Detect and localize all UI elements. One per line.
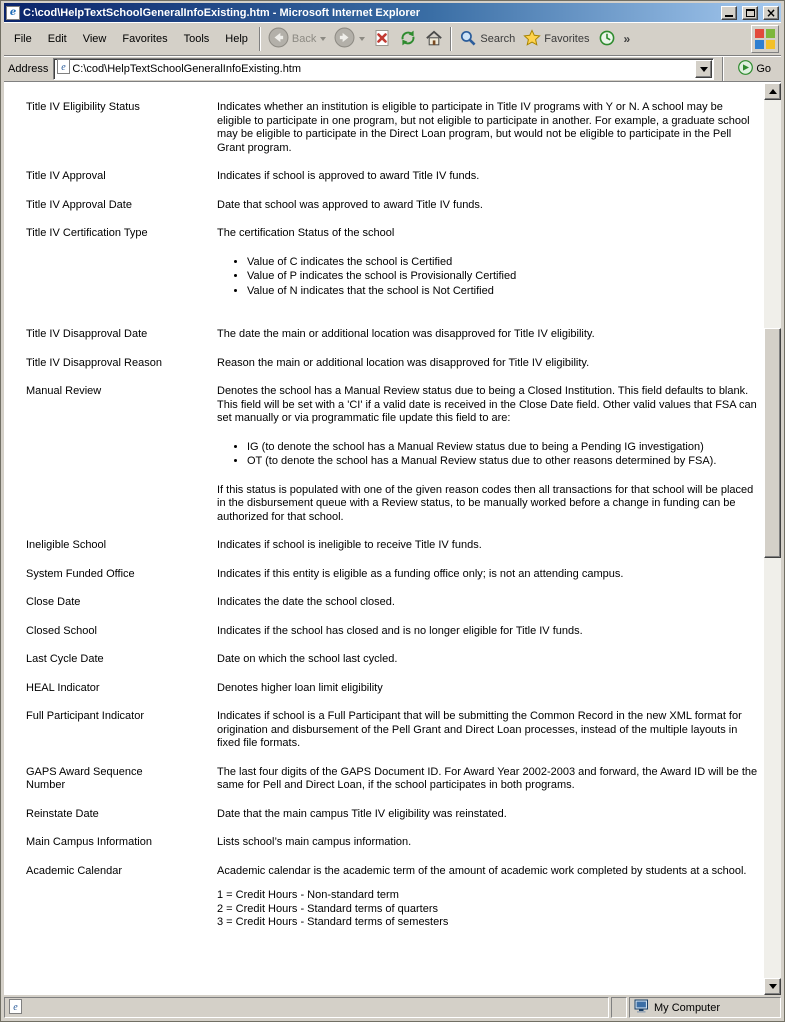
back-dropdown-chevron-icon[interactable] [320,37,326,41]
definition-entry [26,199,758,213]
definition-text [217,653,758,667]
home-button[interactable] [421,27,447,52]
address-label: Address [8,63,49,75]
windows-logo-green-pane [766,29,775,38]
definition-paragraph: Date that school was approved to award Title IV funds. [217,198,483,211]
term-label: Close Date [26,596,81,608]
definition-text [217,836,758,850]
term-label: Title IV Certification Type [26,227,148,239]
definition-text [217,710,758,751]
home-icon [425,29,443,50]
close-button[interactable] [763,6,779,20]
minimize-icon [725,15,733,17]
scroll-track[interactable] [764,100,781,978]
definition-text [217,357,758,371]
definition-code-line: 2 = Credit Hours - Standard terms of quarters [217,902,439,915]
maximize-button[interactable] [742,6,758,20]
back-button[interactable] [264,25,330,53]
menu-item-view[interactable]: View [82,33,107,45]
windows-logo-blue-pane [755,40,764,49]
definition-paragraph: Indicates if school is approved to award Title IV funds. [217,170,480,182]
term-label: System Funded Office [26,567,135,580]
forward-button[interactable] [330,25,369,53]
history-button[interactable] [594,27,620,52]
status-zone-label: My Computer [654,1001,721,1014]
menu-item-tools[interactable]: Tools [183,33,210,45]
term-label: Closed School [26,624,97,637]
definition-paragraph: The certification Status of the school [217,227,395,239]
definition-entry [26,653,758,667]
my-computer-icon [634,999,650,1017]
definition-entry [26,328,758,342]
definition-text [217,385,758,524]
arrow-up-icon [769,89,777,94]
favorites-button[interactable] [519,27,593,52]
search-label: Search [480,33,516,45]
menu-item-edit[interactable]: Edit [47,33,67,45]
forward-dropdown-chevron-icon[interactable] [359,37,365,41]
definition-text [217,227,758,313]
stop-icon [373,29,391,50]
address-combobox[interactable] [53,58,714,80]
definition-text [217,539,758,553]
favorites-label: Favorites [544,33,590,45]
term-label: Title IV Approval [26,170,106,182]
definition-code-lines [217,889,758,930]
search-icon [459,29,477,50]
definition-bullet-list [217,256,758,299]
svg-text:e: e [61,62,67,73]
term-label: Last Cycle Date [26,653,104,665]
address-dropdown-button[interactable] [695,60,712,78]
term-label: Manual Review [26,385,102,397]
stop-button[interactable] [369,27,395,52]
definition-code-line: 3 = Credit Hours - Standard terms of semesters [217,916,449,928]
definition-bullet-item: • OT (to denote the school has a Manual Review status due to other reasons determined by FSA). [247,455,758,469]
definition-bullet-item: • Value of C indicates the school is Certified [247,256,758,270]
definition-entry [26,539,758,553]
close-icon: × [765,5,777,20]
definition-text [217,328,758,342]
definition-paragraph: Date on which the school last cycled. [217,653,398,665]
scroll-thumb[interactable] [764,328,781,558]
status-page-icon [9,999,22,1017]
address-bar [4,56,781,82]
definition-entry [26,101,758,155]
menu-item-favorites[interactable]: Favorites [122,33,168,45]
window-titlebar[interactable] [4,3,781,22]
definition-entry [26,625,758,639]
svg-text:e: e [13,1001,18,1013]
definition-entry [26,385,758,524]
term-label: Reinstate Date [26,807,99,820]
definition-paragraph: Indicates if school is ineligible to receive Title IV funds. [217,539,482,551]
window-title: C:\cod\HelpTextSchoolGeneralInfoExisting.htm - Microsoft Internet Explorer [23,6,421,19]
definition-bullet-item: • Value of N indicates that the school is Not Certified [247,285,758,299]
term-label: Title IV Approval Date [26,198,132,211]
definition-text [217,568,758,582]
definition-paragraph: Academic calendar is the academic term of the amount of academic work completed by students at a school. [217,864,747,877]
search-button[interactable] [455,27,519,52]
definition-entry [26,808,758,822]
scroll-down-button[interactable] [764,978,781,995]
back-icon [268,27,289,51]
definition-paragraph: Indicates if the school has closed and is no longer eligible for Title IV funds. [217,624,583,637]
favorites-star-icon [523,29,541,50]
definition-entry [26,227,758,313]
status-zone-pane [629,997,781,1018]
toolbar-separator [450,27,452,51]
definition-paragraph: If this status is populated with one of the given reason codes then all transactions for that school will be placed in the disbursement queue with a Review status, to be manually worked before a change in funding can be authorized for that school. [217,483,754,523]
term-label: Title IV Disapproval Date [26,328,148,340]
forward-icon [334,27,355,51]
go-button[interactable] [732,59,777,79]
go-label: Go [756,63,771,75]
definition-paragraph: Denotes higher loan limit eligibility [217,681,383,694]
page-content-wrap [4,82,781,995]
definition-entry [26,766,758,793]
windows-logo-yellow-pane [766,40,775,49]
definition-entry [26,710,758,751]
term-label: Main Campus Information [26,836,152,848]
definition-paragraph: The last four digits of the GAPS Document ID. For Award Year 2002-2003 and forward, the Award ID will be the same for Pell and Direct Loan, if the school participates in both programs. [217,765,758,791]
definition-bullet-item: • Value of P indicates the school is Provisionally Certified [247,270,758,284]
definition-text [217,865,758,930]
definition-code-line: 1 = Credit Hours - Non-standard term [217,889,399,901]
menu-toolbar-row [4,22,781,56]
definition-entry [26,836,758,850]
toolbar-separator [259,27,261,51]
windows-logo [751,25,779,53]
definition-bullet-item: • IG (to denote the school has a Manual Review status due to being a Pending IG investigation) [247,441,758,455]
maximize-icon [746,9,755,17]
definition-entry [26,170,758,184]
definition-text [217,170,758,184]
status-main-pane [4,997,609,1018]
term-label: HEAL Indicator [26,681,100,694]
definition-text [217,199,758,213]
term-label: Title IV Disapproval Reason [26,356,162,369]
help-text-definition-list [4,83,764,995]
definition-paragraph: Reason the main or additional location was disapproved for Title IV eligibility. [217,356,590,369]
definition-paragraph: Indicates the date the school closed. [217,596,395,608]
page-icon [57,59,70,79]
minimize-button[interactable] [721,6,737,20]
back-label: Back [291,33,317,45]
address-input[interactable] [70,63,695,75]
definition-entry [26,596,758,610]
definition-text [217,682,758,696]
definition-entry [26,568,758,582]
definition-paragraph: Denotes the school has a Manual Review status due to being a Closed Institution. This field defaults to blank. This field will be set with a 'CI' if a valid date is received in the Close Date field. Other valid values that FSA can set manually or via programmatic file update this field to are: [217,385,757,424]
address-separator [722,57,724,81]
toolbar-overflow-chevron[interactable]: » [623,32,631,46]
term-label: Academic Calendar [26,864,122,877]
menu-item-help[interactable]: Help [225,33,248,45]
definition-text [217,596,758,610]
definition-paragraph: Indicates whether an institution is eligible to participate in Title IV programs with Y or N. A school may be eligible to participate in one program, but not eligible to participate in another. For example, a graduate school may be eligible to participate in the Direct Loan program, but would not be eligible to participate in the Pell Grant program. [217,101,750,154]
definition-paragraph: Indicates if this entity is eligible as a funding office only; is not an attending campus. [217,567,624,580]
history-icon [598,29,616,50]
definition-text [217,766,758,793]
definition-text [217,808,758,822]
status-mini-pane [611,997,627,1018]
definition-paragraph: Indicates if school is a Full Participant that will be submitting the Common Record in the new XML format for origination and disbursement of the Pell Grant and Direct Loan processes, instead of the multiple layouts in fixed file formats. [217,710,742,749]
definition-text [217,101,758,155]
definition-entry [26,865,758,930]
definition-paragraph: Date that the main campus Title IV eligibility was reinstated. [217,807,507,820]
refresh-icon [399,29,417,50]
status-bar [4,995,781,1018]
definition-bullet-list [217,441,758,469]
definition-text [217,625,758,639]
vertical-scrollbar[interactable] [764,83,781,995]
definition-entry [26,357,758,371]
term-label: Ineligible School [26,539,107,551]
go-icon [738,60,753,78]
chevron-down-icon [700,67,708,72]
scroll-up-button[interactable] [764,83,781,100]
definition-paragraph: Lists school’s main campus information. [217,836,412,848]
term-label: GAPS Award Sequence Number [26,765,143,791]
menu-item-file[interactable]: File [14,33,32,45]
refresh-button[interactable] [395,27,421,52]
definition-entry [26,682,758,696]
arrow-down-icon [769,984,777,989]
windows-logo-red-pane [755,29,764,38]
term-label: Full Participant Indicator [26,710,144,722]
definition-paragraph: The date the main or additional location was disapproved for Title IV eligibility. [217,328,595,340]
term-label: Title IV Eligibility Status [26,101,140,113]
internet-explorer-icon: e [6,6,20,20]
